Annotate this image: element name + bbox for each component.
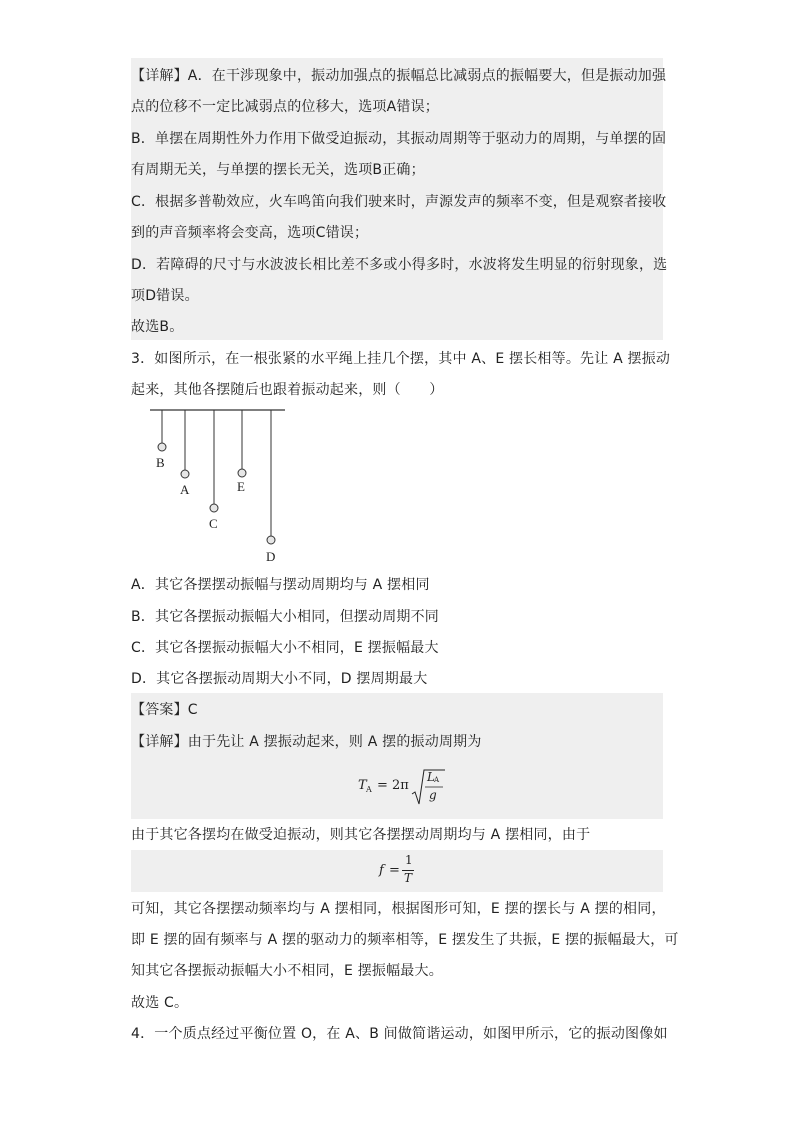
mid-line: 由于其它各摆均在做受迫振动，则其它各摆摆动周期均与 A 摆相同，由于 <box>131 827 591 843</box>
analysis-line: 有周期无关，与单摆的摆长无关，选项B正确； <box>131 162 425 178</box>
final-answer: 故选 C。 <box>131 995 189 1011</box>
analysis-line: 点的位移不一定比减弱点的位移大，选项A错误； <box>131 99 439 115</box>
analysis-line: C．根据多普勒效应，火车鸣笛向我们驶来时，声源发声的频率不变，但是观察者接收 <box>131 194 667 210</box>
analysis-line: B．单摆在周期性外力作用下做受迫振动，其振动周期等于驱动力的周期，与单摆的固 <box>131 131 667 147</box>
conclusion-line: 知其它各摆振动振幅大小不相同，E 摆振幅最大。 <box>131 963 443 979</box>
period-formula <box>358 766 448 808</box>
conclusion-line: 可知，其它各摆摆动频率均与 A 摆相同，根据图形可知，E 摆的摆长与 A 摆的相同， <box>131 901 666 917</box>
analysis-line: 【详解】A．在干涉现象中，振动加强点的振幅总比减弱点的振幅要大，但是振动加强 <box>131 68 667 84</box>
pendulum-bob-c <box>210 504 218 512</box>
formula2-denominator: T <box>404 871 413 885</box>
analysis-line: D．若障碍的尺寸与水波波长相比差不多或小得多时，水波将发生明显的衍射现象，选 <box>131 257 668 273</box>
formula1-lhs: T <box>358 778 367 793</box>
pendulum-label-b: B <box>156 455 165 470</box>
conclusion-line: 即 E 摆的固有频率与 A 摆的驱动力的频率相等，E 摆发生了共振，E 摆的振幅最大，可 <box>131 932 679 948</box>
formula2-numerator: 1 <box>405 853 413 867</box>
pendulum-label-d: D <box>266 549 276 564</box>
pendulum-bob-b <box>158 443 166 451</box>
pendulum-bob-d <box>267 536 275 544</box>
formula1-lhs-sub: A <box>366 785 372 794</box>
analysis-conclusion: 故选B。 <box>131 319 184 335</box>
pendulum-label-c: C <box>209 516 218 531</box>
pendulum-figure <box>140 404 310 564</box>
pendulum-label-e: E <box>237 479 245 494</box>
question3-stem: 起来，其他各摆随后也跟着振动起来，则（ ） <box>131 382 444 398</box>
option-b: B．其它各摆振动振幅大小相同，但摆动周期不同 <box>131 609 440 625</box>
option-c: C．其它各摆振动振幅大小不相同，E 摆振幅最大 <box>131 640 439 656</box>
detail-intro: 【详解】由于先让 A 摆振动起来，则 A 摆的振动周期为 <box>131 734 482 750</box>
answer: 【答案】C <box>131 702 198 718</box>
formula1-denominator: g <box>429 788 437 802</box>
formula1-eq: = 2π <box>377 778 409 793</box>
question4-stem: 4．一个质点经过平衡位置 O，在 A、B 间做简谐运动，如图甲所示，它的振动图像如 <box>131 1026 668 1042</box>
formula1-numerator: L <box>427 770 435 784</box>
analysis-line: 项D错误。 <box>131 288 199 304</box>
frequency-formula <box>379 853 419 889</box>
option-a: A．其它各摆摆动振幅与摆动周期均与 A 摆相同 <box>131 577 430 593</box>
analysis-line: 到的声音频率将会变高，选项C错误； <box>131 225 369 241</box>
pendulum-label-a: A <box>180 482 190 497</box>
formula2-eq: = <box>389 863 400 878</box>
option-d: D．其它各摆振动周期大小不同，D 摆周期最大 <box>131 671 428 687</box>
formula1-numerator-sub: A <box>434 776 440 784</box>
pendulum-bob-e <box>238 469 246 477</box>
pendulum-bob-a <box>181 470 189 478</box>
question3-stem: 3．如图所示，在一根张紧的水平绳上挂几个摆，其中 A、E 摆长相等。先让 A 摆振动 <box>131 351 671 367</box>
formula2-lhs: f <box>379 863 384 878</box>
